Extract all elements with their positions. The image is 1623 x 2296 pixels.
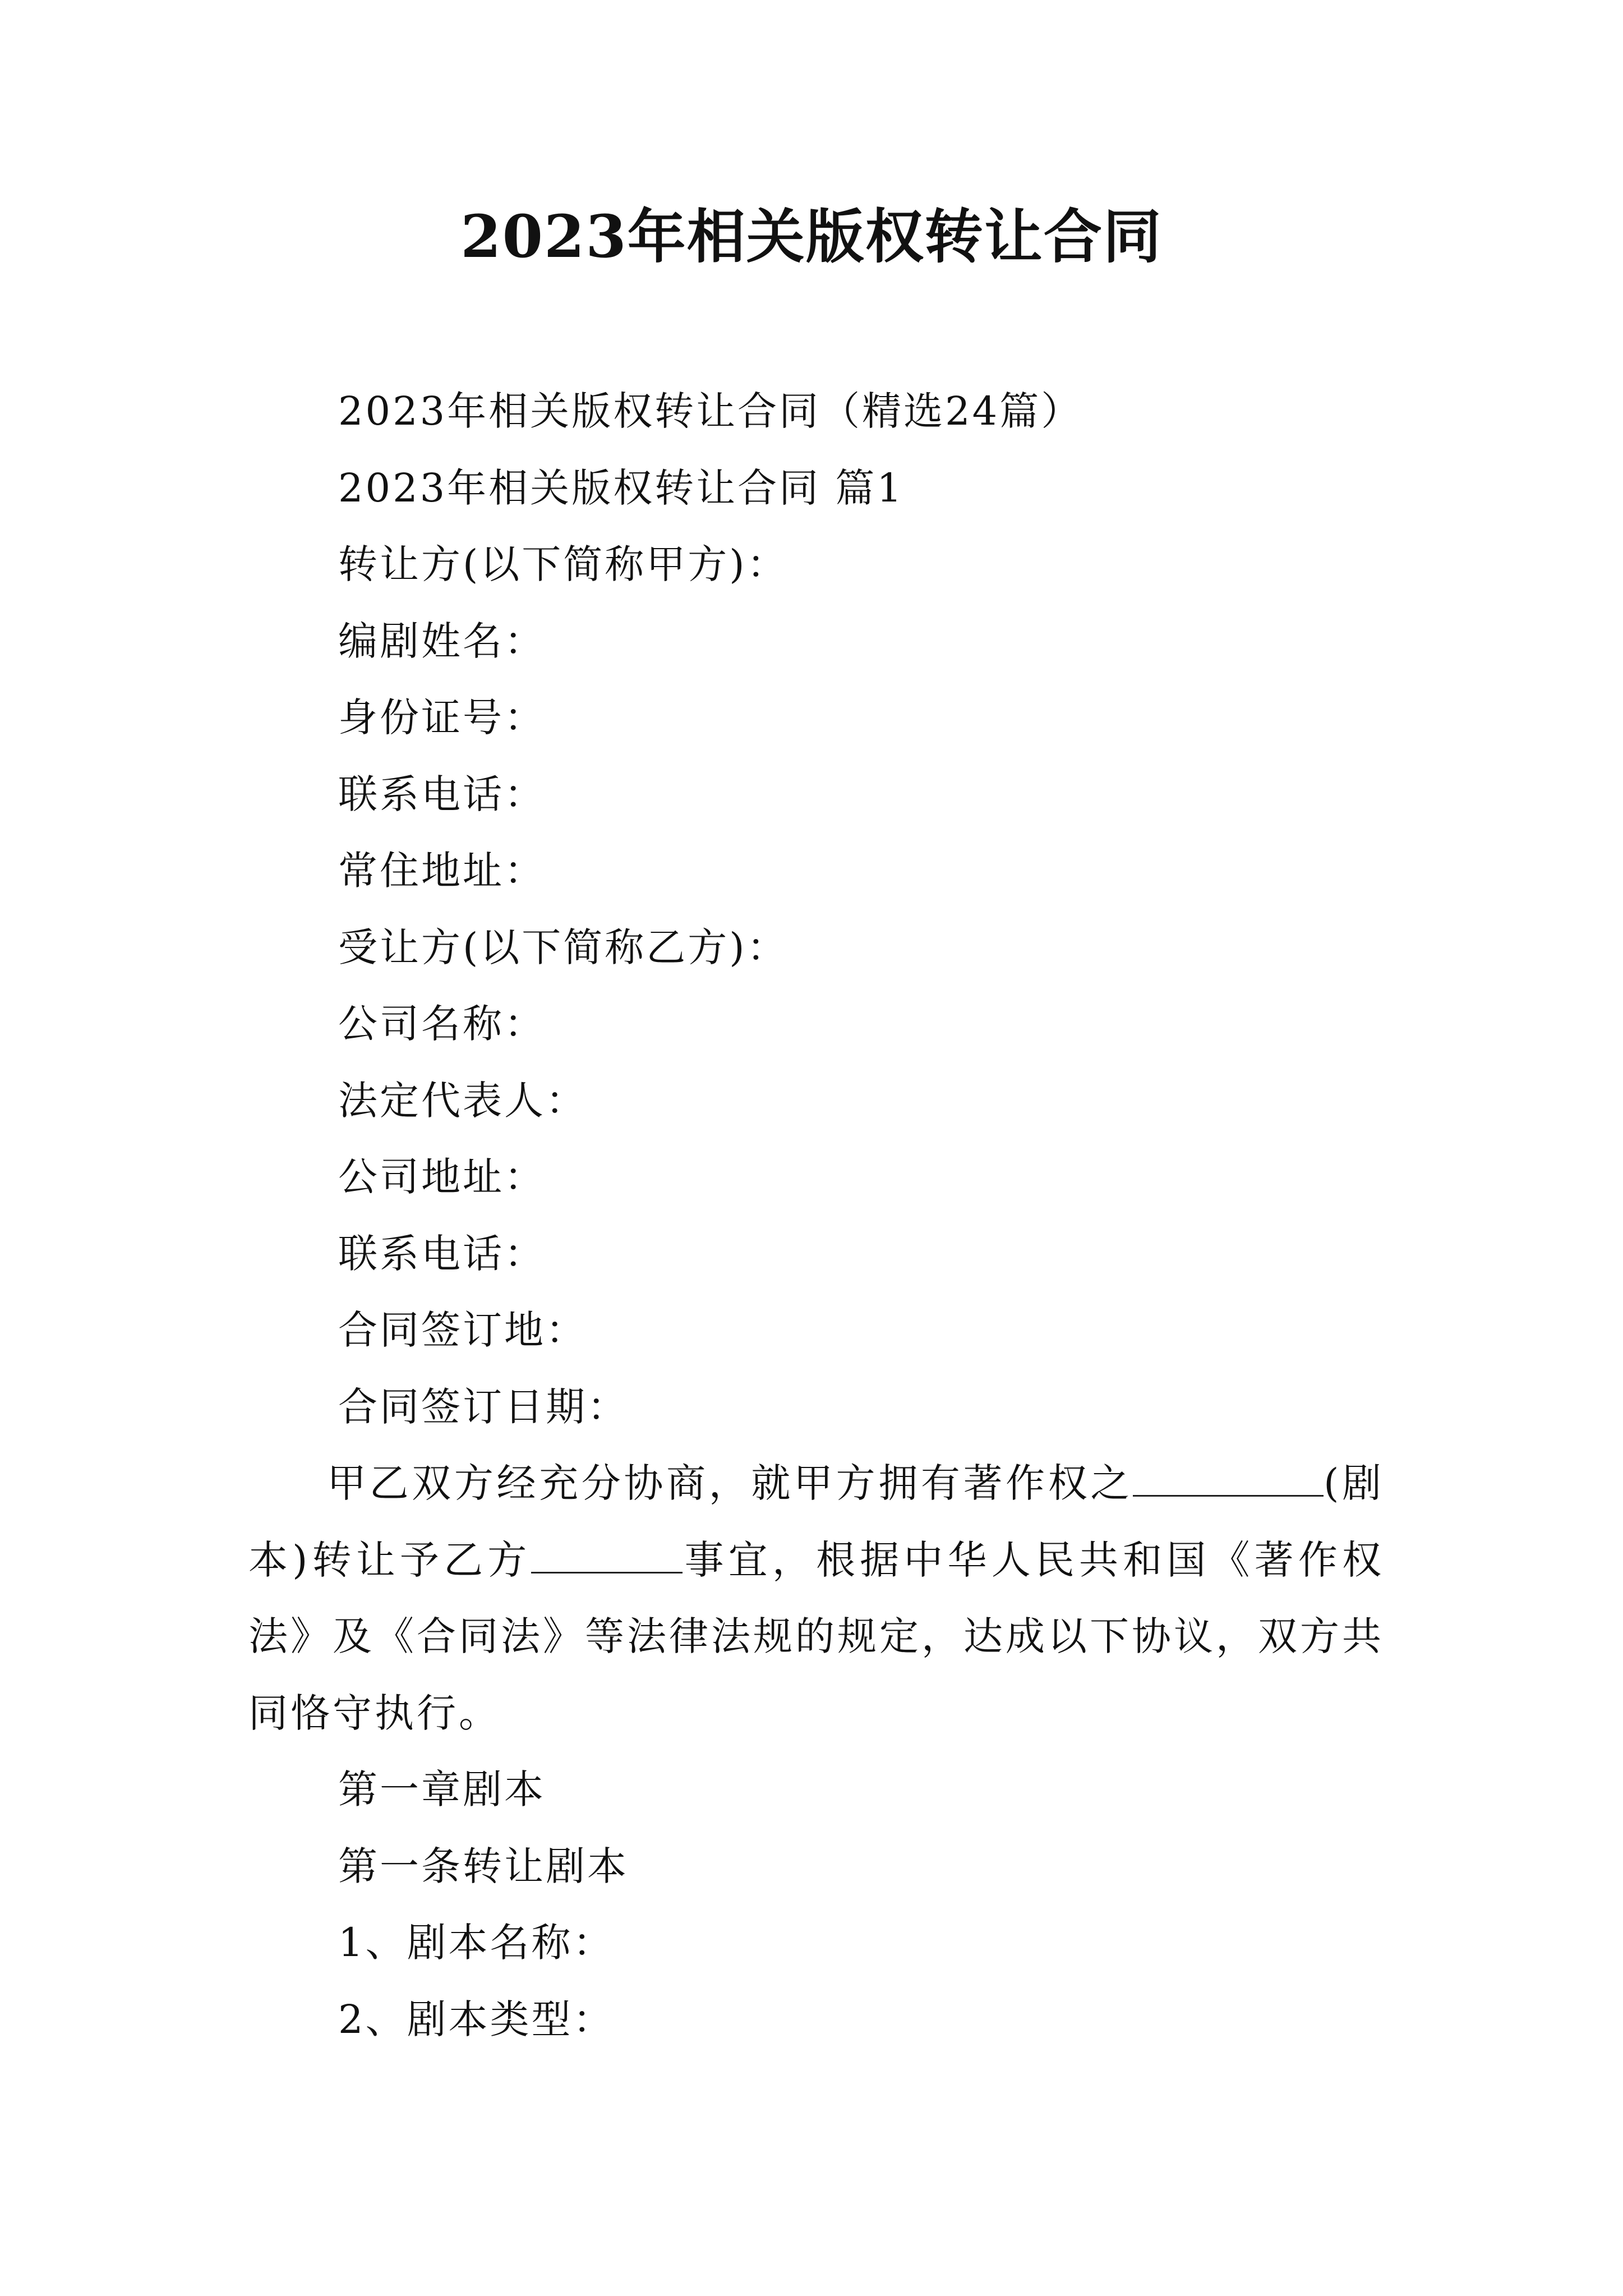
id-number-field: 身份证号： (338, 694, 546, 740)
company-address-field: 公司地址： (338, 1154, 546, 1200)
agreement-paragraph (248, 1445, 1384, 1751)
company-phone-field: 联系电话： (338, 1230, 546, 1277)
writer-name-field: 编剧姓名： (338, 618, 546, 664)
document-body (248, 373, 1384, 2058)
signing-place-field: 合同签订地： (338, 1307, 587, 1353)
article-heading: 第一条转让剧本 (338, 1843, 629, 1889)
document-title: 2023年相关版权转让合同 (460, 202, 1163, 271)
subtitle-line: 2023年相关版权转让合同（精选24篇） (338, 388, 1083, 434)
signing-date-field: 合同签订日期： (338, 1383, 629, 1430)
transferor-label: 转让方(以下简称甲方)： (338, 541, 789, 587)
section-heading: 2023年相关版权转让合同 篇1 (338, 464, 904, 511)
script-name-item: 1、剧本名称： (338, 1920, 615, 1966)
paragraph-part-2: (剧本)转让予乙方 (248, 1460, 1385, 1583)
script-type-item: 2、剧本类型： (338, 1996, 615, 2042)
address-field: 常住地址： (338, 848, 546, 894)
script-name-blank (1133, 1461, 1324, 1497)
paragraph-part-1: 甲乙双方经充分协商，就甲方拥有著作权之 (327, 1460, 1133, 1506)
company-name-field: 公司名称： (338, 1001, 546, 1047)
transferee-blank (531, 1538, 683, 1573)
transferee-label: 受让方(以下简称乙方)： (338, 924, 789, 970)
phone-field: 联系电话： (338, 771, 546, 817)
chapter-heading: 第一章剧本 (338, 1766, 546, 1812)
legal-representative-field: 法定代表人： (338, 1077, 587, 1124)
paragraph-part-3: 事宜，根据中华人民共和国《著作权法》及《合同法》等法律法规的规定，达成以下协议，双方共同恪守执行。 (248, 1536, 1385, 1736)
